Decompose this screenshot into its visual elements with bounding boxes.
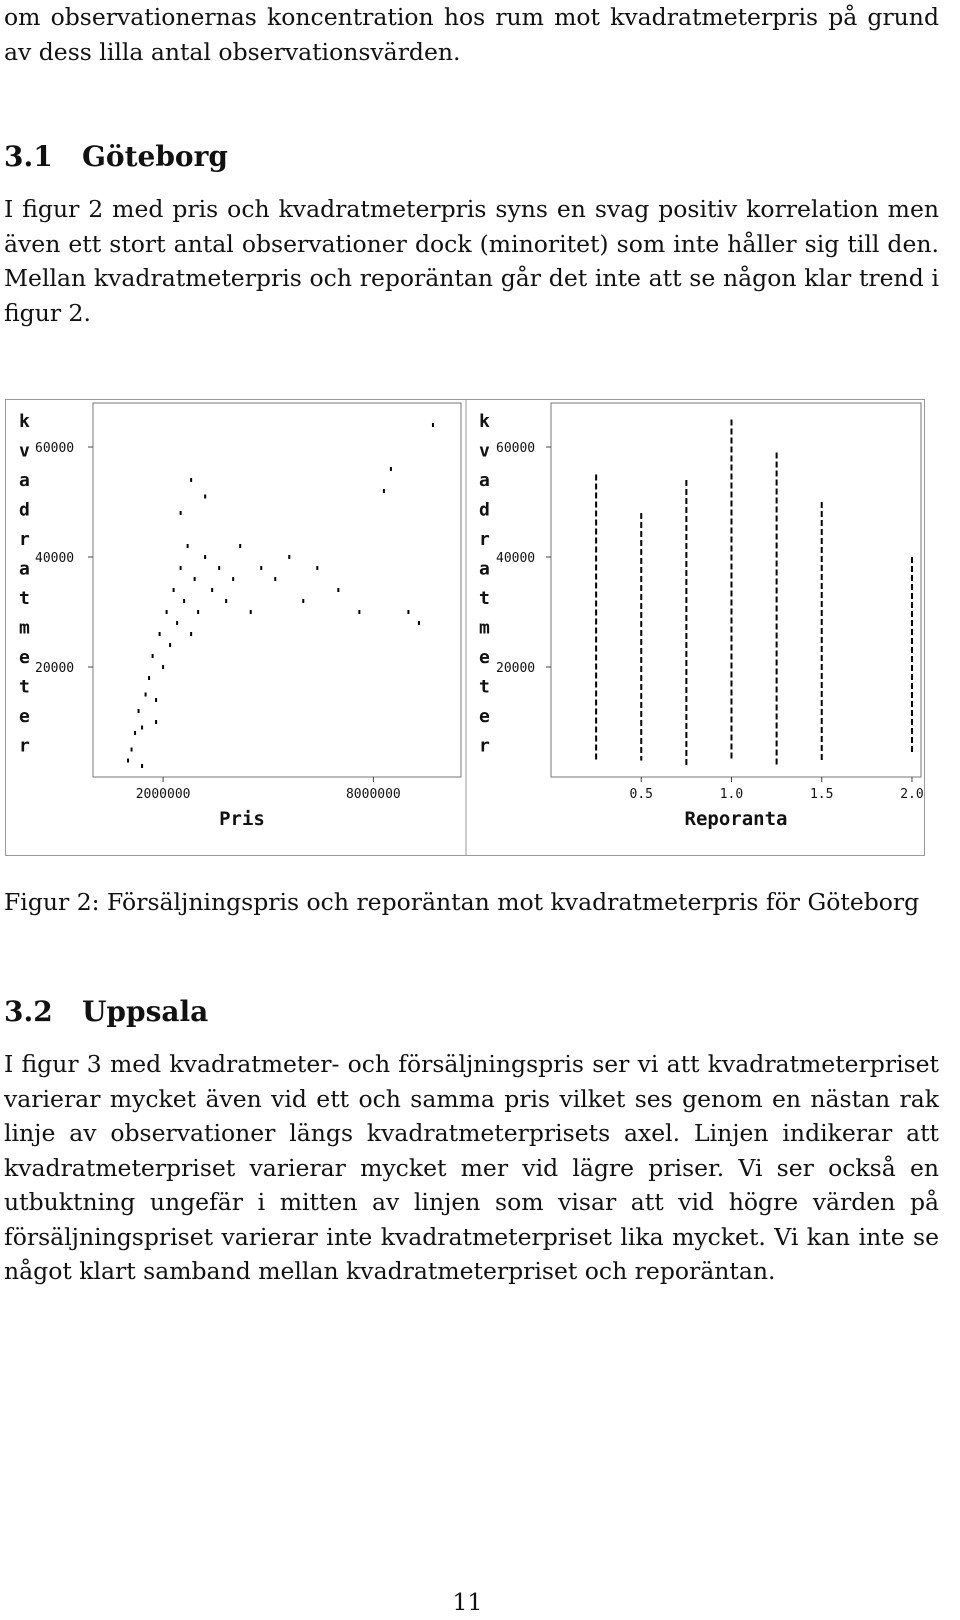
data-point	[250, 610, 252, 614]
ylabel-letter: r	[479, 529, 490, 550]
data-point	[432, 423, 434, 427]
ylabel-letter: r	[19, 529, 30, 550]
paragraph-goteborg: I figur 2 med pris och kvadratmeterpris syns en svag positiv korrelation men även ett stort antal observationer dock (minoritet) som inte håller sig till den. Mellan kvadratmeterpris och reporäntan går det inte att se någon klar trend i figur 2.	[4, 195, 939, 327]
y-tick-label: 60000	[496, 441, 536, 456]
ylabel-letter: e	[479, 706, 490, 727]
ylabel-letter: r	[479, 735, 490, 757]
data-point	[418, 621, 420, 625]
data-point	[138, 709, 140, 713]
ylabel-letter: t	[479, 676, 490, 698]
data-point	[190, 632, 192, 636]
data-point	[260, 566, 262, 570]
data-point	[134, 731, 136, 735]
x-tick-label: 0.5	[629, 787, 653, 802]
ylabel-letter: e	[479, 647, 490, 668]
ylabel-letter: a	[479, 558, 490, 580]
ylabel-letter: d	[19, 499, 30, 521]
data-point	[204, 555, 206, 559]
data-point	[176, 621, 178, 625]
ylabel-letter: e	[19, 647, 30, 668]
data-point	[169, 643, 171, 647]
section-heading-goteborg	[4, 139, 228, 175]
data-point	[183, 599, 185, 603]
x-tick-label: 2000000	[135, 787, 191, 802]
figure-caption: Figur 2: Försäljningspris och reporäntan mot kvadratmeterpris för Göteborg	[4, 888, 920, 916]
figure-2-plots	[5, 399, 927, 859]
y-tick-label: 60000	[35, 441, 75, 456]
data-point	[141, 764, 143, 768]
data-point	[127, 759, 129, 763]
intro-paragraph: om observationernas koncentration hos rum mot kvadratmeterpris på grund av dess lilla antal observationsvärden.	[4, 3, 939, 66]
data-point	[194, 577, 196, 581]
y-tick-label: 20000	[496, 661, 536, 676]
data-point	[218, 566, 220, 570]
data-point	[152, 654, 154, 658]
data-point	[274, 577, 276, 581]
ylabel-letter: v	[19, 440, 30, 462]
data-point	[358, 610, 360, 614]
data-point	[316, 566, 318, 570]
data-point	[155, 720, 157, 724]
data-point	[148, 676, 150, 680]
y-tick-label: 20000	[35, 661, 75, 676]
page-number: 11	[452, 1588, 483, 1616]
data-point	[166, 610, 168, 614]
ylabel-letter: a	[19, 558, 30, 580]
x-tick-label: 2.0	[900, 787, 924, 802]
data-point	[173, 588, 175, 592]
ylabel-letter: t	[19, 588, 30, 609]
x-tick-label: 1.5	[809, 787, 834, 802]
data-point	[141, 726, 143, 730]
section-heading-uppsala	[4, 994, 208, 1030]
data-point	[190, 478, 192, 482]
x-tick-label: 1.0	[719, 787, 744, 802]
paragraph-uppsala: I figur 3 med kvadratmeter- och försäljningspris ser vi att kvadratmeterpriset varierar mycket även vid ett och samma pris vilket ses genom en nästan rak linje av observationer längs kvadratmeterprisets axel. Linjen indikerar att kvadratmeterpriset varierar mycket mer vid lägre priser. Vi ser också en utbuktning ungefär i mitten av linjen som visar att vid högre värden på försäljningspriset varierar inte kvadratmeterpriset lika mycket. Vi kan inte se något klart samband mellan kvadratmeterpriset och reporäntan.	[4, 1050, 939, 1285]
x-axis-label: Pris	[219, 808, 265, 830]
figure-2	[5, 399, 927, 863]
section-number: 3.1	[4, 140, 53, 173]
section-title: Uppsala	[82, 995, 209, 1028]
data-point	[383, 489, 385, 493]
y-tick-label: 40000	[496, 551, 536, 566]
data-point	[232, 577, 234, 581]
x-tick-label: 8000000	[345, 787, 401, 802]
ylabel-letter: a	[479, 470, 490, 491]
x-axis-label: Reporanta	[684, 808, 788, 830]
data-point	[159, 632, 161, 636]
data-point	[187, 544, 189, 548]
ylabel-letter: e	[19, 706, 30, 727]
data-point	[162, 665, 164, 669]
data-point	[131, 748, 133, 752]
data-point	[211, 588, 213, 592]
section-number: 3.2	[4, 995, 53, 1028]
data-point	[390, 467, 392, 471]
data-point	[145, 693, 147, 697]
data-point	[239, 544, 241, 548]
data-point	[155, 698, 157, 702]
ylabel-letter: v	[479, 440, 490, 462]
ylabel-letter: m	[479, 617, 490, 639]
data-point	[180, 566, 182, 570]
data-point	[225, 599, 227, 603]
ylabel-letter: k	[479, 411, 490, 432]
data-point	[204, 495, 206, 499]
data-point	[197, 610, 199, 614]
y-tick-label: 40000	[35, 551, 75, 566]
data-point	[180, 511, 182, 515]
section-title: Göteborg	[82, 140, 228, 173]
ylabel-letter: t	[479, 588, 490, 609]
ylabel-letter: a	[19, 470, 30, 491]
ylabel-letter: r	[19, 735, 30, 757]
data-point	[407, 610, 409, 614]
ylabel-letter: k	[19, 411, 30, 432]
data-point	[337, 588, 339, 592]
ylabel-letter: t	[19, 676, 30, 698]
data-point	[288, 555, 290, 559]
data-point	[302, 599, 304, 603]
ylabel-letter: m	[19, 617, 30, 639]
ylabel-letter: d	[479, 499, 490, 521]
